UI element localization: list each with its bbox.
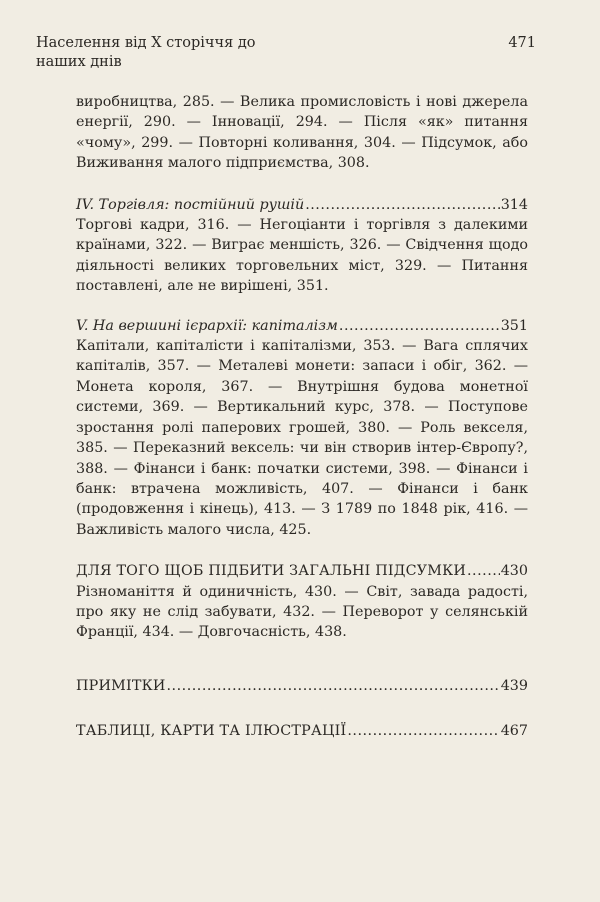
toc-section-continued: [76, 92, 528, 174]
toc-entry-page: 351: [500, 317, 528, 334]
toc-section-tables: [76, 721, 528, 741]
toc-entry: [76, 676, 528, 696]
leader-dots: [167, 676, 500, 696]
toc-entry: [76, 561, 528, 581]
toc-section-text: Різноманіття й одиничність, 430. — Світ, завада радості, про яку не слід забувати, 432. — Переворот у селянській Франції, 434. — Довгочасність, 438.: [76, 583, 528, 641]
toc-entry-page: 314: [500, 196, 528, 213]
toc-entry-title: ТАБЛИЦІ, КАРТИ ТА ІЛЮСТРАЦІЇ: [76, 723, 347, 740]
toc-entry: [76, 721, 528, 741]
toc-entry: [76, 195, 528, 215]
toc-entry-page: 430: [500, 563, 528, 580]
toc-entry-page: 467: [500, 723, 528, 740]
leader-dots: [467, 561, 500, 581]
table-of-contents: [76, 92, 528, 742]
toc-section-text: Капітали, капіталісти і капіталізми, 353. — Вага сплячих капіталів, 357. — Металеві монети: запаси і обіг, 362. — Монета короля, 367. — Внутрішня будова монетної системи, 369. — Вертикальний курс, 378. — Поступове зростання ролі паперових грошей, 380. — Роль векселя, 385. — Переказний вексель: чи він створив інтер-Європу?, 388. — Фінанси і банк: початки системи, 398. — Фінанси і банк: втрачена можливість, 407. — Фінанси і банк (продовження і кінець), 413. — З 1789 по 1848 рік, 416. — Важливість малого числа, 425.: [76, 338, 528, 538]
leader-dots: [339, 316, 500, 336]
toc-entry-title: ПРИМІТКИ: [76, 677, 166, 694]
toc-section-notes: [76, 676, 528, 696]
toc-entry-title: V. На вершині ієрархії: капіталізм: [76, 317, 338, 334]
running-header: [36, 34, 536, 72]
leader-dots: [305, 195, 499, 215]
running-header-title: Населення від Х сторіччя до наших днів: [36, 35, 256, 70]
toc-entry-page: 439: [500, 677, 528, 694]
leader-dots: [347, 721, 499, 741]
toc-section-text: Торгові кадри, 316. — Негоціанти і торгівля з далекими країнами, 322. — Виграє меншість, 326. — Свідчення щодо діяльності великих торговельних міст, 329. — Питання поставлені, але не вирішені, 351.: [76, 217, 528, 295]
page-number: 471: [508, 35, 536, 51]
toc-entry-title: IV. Торгівля: постійний рушій: [76, 196, 305, 213]
toc-section-text: виробництва, 285. — Велика промисловість і нові джерела енергії, 290. — Інновації, 294. — Після «як» питання «чому», 299. — Повторні коливання, 304. — Підсумок, або Виживання малого підприємства, 308.: [76, 94, 528, 172]
toc-entry: [76, 316, 528, 336]
toc-entry-title: ДЛЯ ТОГО ЩОБ ПІДБИТИ ЗАГАЛЬНІ ПІДСУМКИ: [76, 563, 467, 580]
toc-section-conclusion: [76, 561, 528, 643]
toc-section-capitalism: [76, 316, 528, 540]
toc-section-trade: [76, 195, 528, 297]
